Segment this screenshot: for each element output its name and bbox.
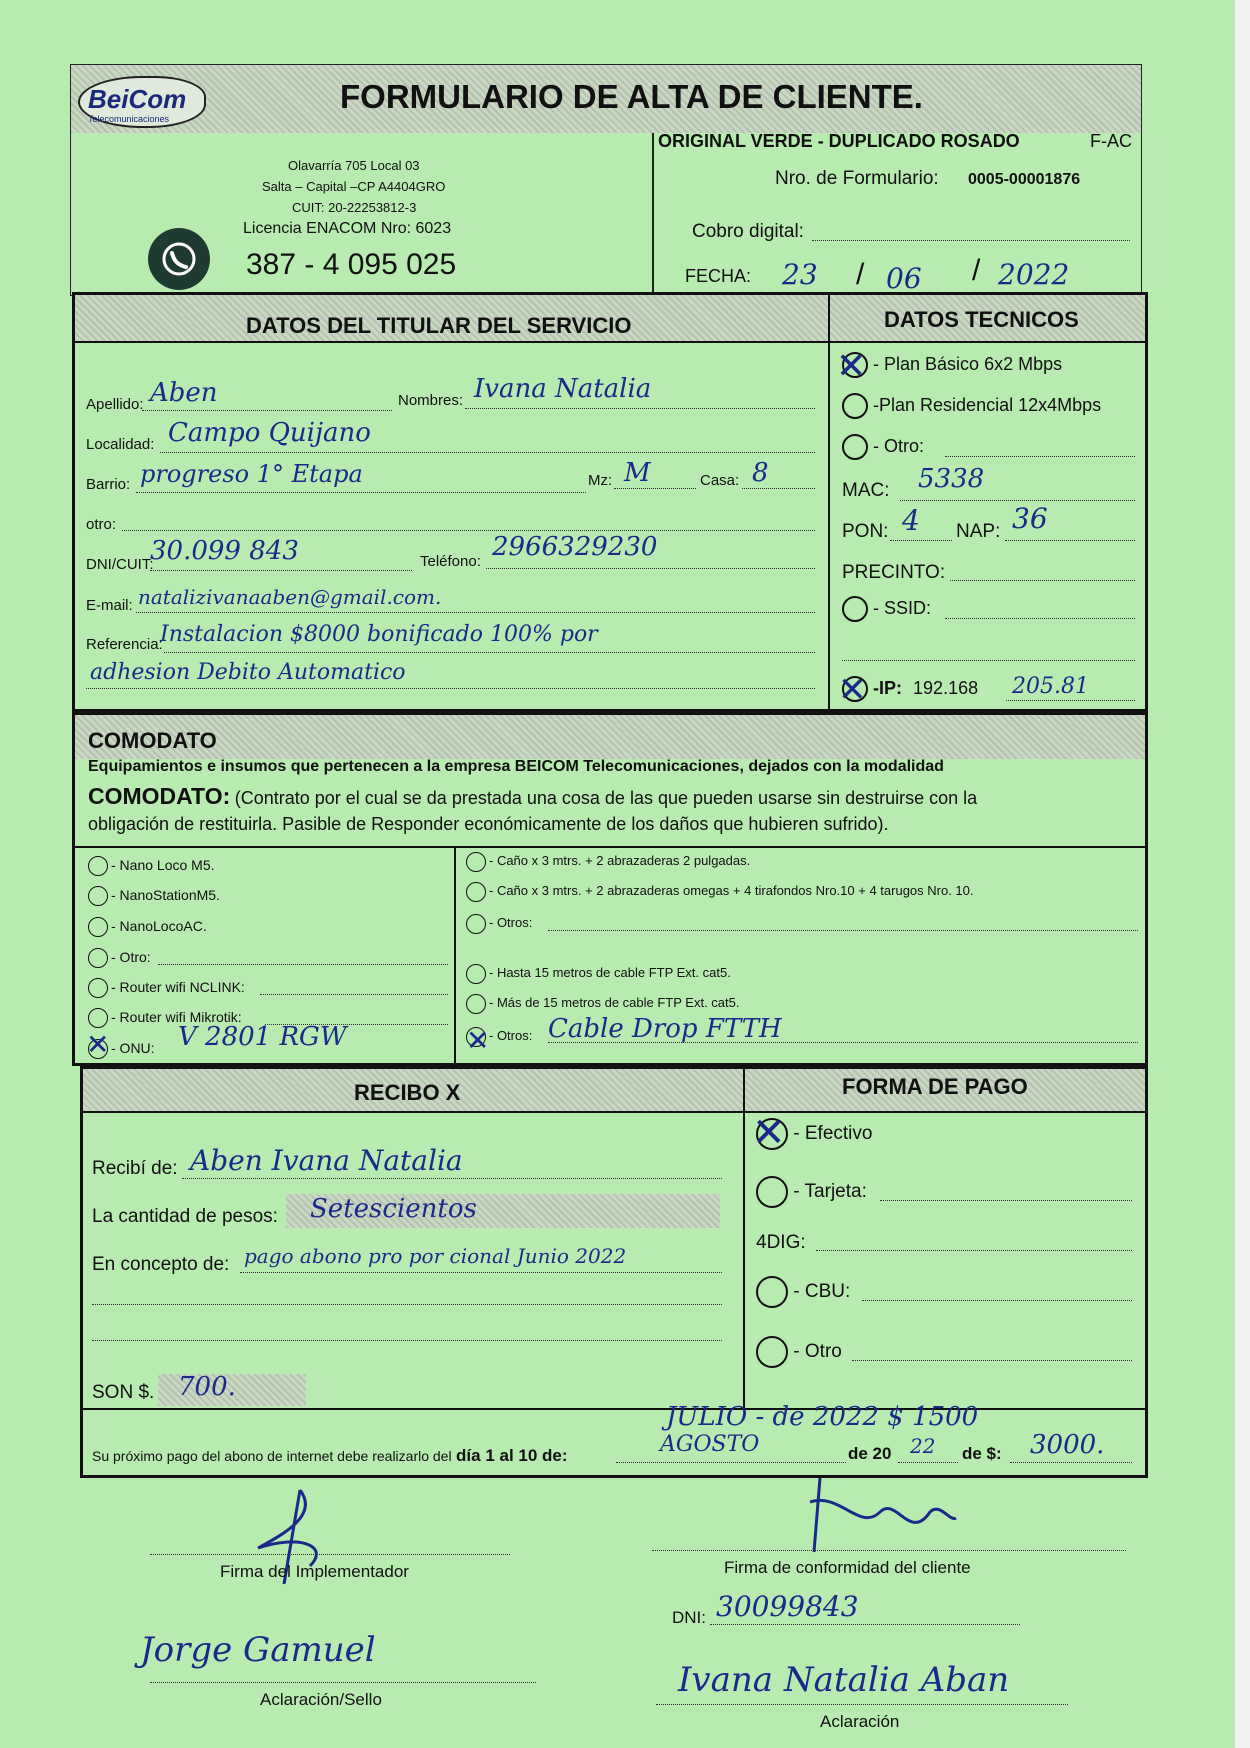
comodato-right-label: - Hasta 15 metros de cable FTP Ext. cat5. bbox=[489, 965, 731, 981]
comodato-left-label: - Nano Loco M5. bbox=[111, 856, 215, 873]
cuit: CUIT: 20-22253812-3 bbox=[292, 200, 417, 215]
comodato-right-item[interactable] bbox=[466, 994, 739, 1014]
mac-label: MAC: bbox=[842, 480, 890, 501]
comodato-left-label: - Router wifi NCLINK: bbox=[111, 978, 245, 995]
comodato-left-item[interactable] bbox=[88, 978, 245, 998]
plan-otro-radio[interactable] bbox=[842, 434, 868, 460]
comodato-left-item[interactable] bbox=[88, 886, 220, 906]
telefono-value: 2966329230 bbox=[492, 532, 658, 562]
ip-label: -IP: bbox=[873, 677, 903, 698]
logo bbox=[78, 76, 206, 128]
barrio-label: Barrio: bbox=[86, 476, 131, 493]
comodato-left-radio[interactable] bbox=[88, 886, 108, 906]
logo-text: BeiCom bbox=[88, 84, 187, 114]
tarjeta-field[interactable] bbox=[880, 1200, 1132, 1201]
comodato-right-radio[interactable] bbox=[466, 964, 486, 984]
referencia-label: Referencia: bbox=[86, 636, 163, 653]
de20-label: de 20 bbox=[848, 1444, 892, 1463]
mac-field[interactable] bbox=[900, 500, 1135, 501]
email-value: natalizivanaaben@gmail.com. bbox=[138, 585, 442, 609]
proximo-bold: día 1 al 10 de: bbox=[456, 1446, 568, 1465]
telefono-field[interactable] bbox=[486, 568, 815, 569]
otro-label: otro: bbox=[86, 516, 117, 533]
nombres-field[interactable] bbox=[465, 408, 815, 409]
comodato-rule bbox=[75, 846, 1145, 848]
localidad-label: Localidad: bbox=[86, 436, 155, 453]
ip-check-mark: ✕ bbox=[838, 670, 867, 710]
referencia-line1: Instalacion $8000 bonificado 100% por bbox=[160, 622, 598, 647]
nap-value: 36 bbox=[1012, 502, 1048, 535]
nap-label: NAP: bbox=[956, 521, 1001, 542]
dig4-label: 4DIG: bbox=[756, 1232, 806, 1253]
proximo-field[interactable] bbox=[616, 1462, 846, 1463]
comodato-right-radio[interactable] bbox=[466, 852, 486, 872]
localidad-value: Campo Quijano bbox=[168, 418, 371, 448]
comodato-intro: Equipamientos e insumos que pertenecen a la empresa BEICOM Telecomunicaciones, dejados con la modalidad bbox=[88, 758, 944, 775]
casa-field[interactable] bbox=[742, 488, 815, 489]
firma-dni-value: 30099843 bbox=[716, 1590, 859, 1623]
nro-formulario-label: Nro. de Formulario: bbox=[775, 168, 939, 189]
monto-label: de $: bbox=[962, 1444, 1002, 1463]
firma-dni-label: DNI: bbox=[672, 1608, 706, 1627]
concepto-field-3[interactable] bbox=[92, 1340, 722, 1341]
pon-field[interactable] bbox=[890, 540, 952, 541]
plan-otro-label: - Otro: bbox=[873, 435, 925, 456]
cliente-signature bbox=[800, 1472, 960, 1567]
titular-divider bbox=[828, 295, 830, 709]
ssid-option[interactable] bbox=[842, 596, 931, 622]
ssid-radio[interactable] bbox=[842, 596, 868, 622]
comodato-left-label: - Otro: bbox=[111, 948, 151, 965]
tecnicos-heading: DATOS TECNICOS bbox=[884, 307, 1079, 332]
comodato-right-radio[interactable] bbox=[466, 914, 486, 934]
proximo-extra-value: AGOSTO bbox=[660, 1432, 760, 1457]
onu-value: V 2801 RGW bbox=[178, 1022, 347, 1052]
comodato-left-radio[interactable] bbox=[88, 856, 108, 876]
nombres-label: Nombres: bbox=[398, 392, 464, 409]
de20-field[interactable] bbox=[898, 1462, 958, 1463]
barrio-value: progreso 1° Etapa bbox=[140, 460, 363, 488]
plan1-option[interactable] bbox=[842, 352, 1062, 378]
concepto-field[interactable] bbox=[240, 1272, 722, 1273]
comodato-left-label: - NanoStationM5. bbox=[111, 886, 220, 903]
comodato-fill-line[interactable] bbox=[158, 964, 448, 965]
comodato-left-item[interactable] bbox=[88, 856, 215, 876]
page-title: FORMULARIO DE ALTA DE CLIENTE. bbox=[340, 78, 923, 115]
monto-value: 3000. bbox=[1030, 1430, 1105, 1460]
comodato-right-label: - Caño x 3 mtrs. + 2 abrazaderas omegas + 4 tirafondos Nro.10 + 4 tarugos Nro. 10. bbox=[489, 883, 974, 899]
ssid-field[interactable] bbox=[945, 618, 1135, 619]
cobro-digital-label: Cobro digital: bbox=[692, 221, 804, 242]
fecha-day[interactable]: 23 bbox=[782, 258, 818, 291]
plan1-label: - Plan Básico 6x2 Mbps bbox=[873, 353, 1063, 374]
tecnicos-blank-field[interactable] bbox=[842, 660, 1135, 661]
comodato-term: COMODATO: bbox=[88, 783, 231, 809]
scan-edge bbox=[1235, 0, 1250, 1748]
pago-otro-label: - Otro bbox=[793, 1341, 842, 1363]
plan-otro-field[interactable] bbox=[945, 456, 1135, 457]
comodato-divider bbox=[454, 847, 456, 1063]
comodato-fill-line[interactable] bbox=[260, 994, 448, 995]
recibo-divider bbox=[743, 1069, 745, 1409]
mac-value: 5338 bbox=[918, 464, 985, 494]
header-divider bbox=[652, 133, 654, 296]
nombres-value: Ivana Natalia bbox=[474, 374, 652, 404]
casa-label: Casa: bbox=[700, 472, 740, 489]
dni-label: DNI/CUIT: bbox=[86, 556, 154, 573]
recibi-label: Recibí de: bbox=[92, 1158, 178, 1179]
proximo-text: Su próximo pago del abono de internet debe realizarlo del bbox=[92, 1448, 452, 1464]
email-label: E-mail: bbox=[86, 597, 133, 614]
pon-label: PON: bbox=[842, 521, 889, 542]
comodato-right-item[interactable] bbox=[466, 852, 750, 872]
mz-value: M bbox=[624, 458, 651, 488]
titular-heading: DATOS DEL TITULAR DEL SERVICIO bbox=[246, 313, 632, 338]
otros-check-mark: ✕ bbox=[466, 1024, 490, 1057]
recibo-bottom-rule bbox=[83, 1408, 1145, 1410]
otros-value: Cable Drop FTTH bbox=[548, 1014, 782, 1044]
aclaracion-sello-line bbox=[150, 1682, 536, 1683]
comodato-left-item[interactable] bbox=[88, 948, 151, 968]
address-line2: Salta – Capital –CP A4404GRO bbox=[262, 179, 446, 194]
fecha-slash1: / bbox=[856, 258, 865, 291]
comodato-right-radio[interactable] bbox=[466, 994, 486, 1014]
cbu-field[interactable] bbox=[862, 1300, 1132, 1301]
firma-dni-field[interactable] bbox=[710, 1624, 1020, 1625]
precinto-field[interactable] bbox=[950, 580, 1135, 581]
de20-value: 22 bbox=[910, 1434, 936, 1458]
son-label: SON $. bbox=[92, 1382, 155, 1403]
address-line1: Olavarría 705 Local 03 bbox=[288, 158, 420, 173]
ip-prefix: 192.168 bbox=[913, 677, 979, 698]
dni-field[interactable] bbox=[150, 570, 412, 571]
implementador-name: Jorge Gamuel bbox=[140, 1630, 376, 1670]
comodato-definition-2: obligación de restituirla. Pasible de Responder económicamente de los daños que hubieren sufrido). bbox=[88, 814, 889, 834]
proximo-label bbox=[92, 1446, 568, 1466]
logo-subtitle: Telecomunicaciones bbox=[88, 114, 170, 124]
comodato-left-label: - Router wifi Mikrotik: bbox=[111, 1008, 242, 1025]
plan2-option[interactable] bbox=[842, 393, 1101, 419]
cbu-label: - CBU: bbox=[793, 1281, 851, 1303]
barrio-field[interactable] bbox=[136, 492, 586, 493]
fecha-year[interactable]: 2022 bbox=[998, 258, 1070, 291]
conformidad-signature-line bbox=[652, 1550, 1126, 1551]
pon-value: 4 bbox=[902, 504, 920, 537]
comodato-header-bar bbox=[75, 715, 1145, 759]
comodato-left-label: - ONU: bbox=[111, 1039, 155, 1056]
comodato-left-radio[interactable] bbox=[88, 917, 108, 937]
aclaracion-sello-label: Aclaración/Sello bbox=[260, 1690, 382, 1709]
referencia-field-2[interactable] bbox=[86, 688, 815, 689]
comodato-left-label: - NanoLocoAC. bbox=[111, 917, 207, 934]
proximo-mes-value: JULIO - de 2022 $ 1500 bbox=[666, 1402, 979, 1432]
implementador-label: Firma del Implementador bbox=[220, 1562, 409, 1581]
fecha-label: FECHA: bbox=[685, 266, 752, 286]
comodato-heading: COMODATO bbox=[88, 728, 217, 753]
comodato-right-radio[interactable] bbox=[466, 882, 486, 902]
pago-otro-field[interactable] bbox=[852, 1360, 1132, 1361]
comodato-right-item[interactable] bbox=[466, 914, 532, 934]
nap-field[interactable] bbox=[1005, 540, 1135, 541]
otro-field[interactable] bbox=[122, 530, 815, 531]
plan1-check-mark: ✕ bbox=[836, 346, 867, 387]
comodato-definition-1: (Contrato por el cual se da prestada una cosa de las que pueden usarse sin destruirse con la bbox=[234, 788, 978, 808]
comodato-fill-line[interactable] bbox=[548, 930, 1138, 931]
telefono-label: Teléfono: bbox=[420, 553, 481, 570]
cbu-option[interactable] bbox=[756, 1276, 850, 1308]
concepto-value: pago abono pro por cional Junio 2022 bbox=[244, 1244, 627, 1268]
cantidad-label: La cantidad de pesos: bbox=[92, 1206, 278, 1227]
copy-note: ORIGINAL VERDE - DUPLICADO ROSADO bbox=[658, 131, 1020, 151]
nro-formulario-value: 0005-00001876 bbox=[968, 171, 1081, 188]
plan2-label: -Plan Residencial 12x4Mbps bbox=[873, 394, 1102, 415]
tarjeta-radio[interactable] bbox=[756, 1176, 788, 1208]
implementador-signature-line bbox=[150, 1554, 510, 1555]
comodato-right-label: - Más de 15 metros de cable FTP Ext. cat5. bbox=[489, 995, 740, 1011]
cbu-radio[interactable] bbox=[756, 1276, 788, 1308]
aclaracion-line bbox=[656, 1704, 1068, 1705]
comodato-left-radio[interactable] bbox=[88, 1008, 108, 1028]
comodato-right-item[interactable] bbox=[466, 882, 974, 902]
fecha-month[interactable]: 06 bbox=[886, 262, 922, 295]
plan-otro-option[interactable] bbox=[842, 434, 924, 460]
aclaracion-label: Aclaración bbox=[820, 1712, 900, 1731]
ip-field[interactable] bbox=[1006, 700, 1135, 701]
apellido-field[interactable] bbox=[142, 410, 392, 411]
son-value: 700. bbox=[178, 1372, 236, 1402]
localidad-field[interactable] bbox=[160, 452, 815, 453]
onu-check-mark: ✕ bbox=[86, 1028, 110, 1061]
phone-number: 387 - 4 095 025 bbox=[246, 248, 457, 281]
comodato-left-radio[interactable] bbox=[88, 948, 108, 968]
recibo-heading: RECIBO X bbox=[354, 1080, 461, 1105]
plan2-radio[interactable] bbox=[842, 393, 868, 419]
comodato-left-item[interactable] bbox=[88, 917, 207, 937]
ip-suffix: 205.81 bbox=[1012, 674, 1089, 699]
mz-field[interactable] bbox=[614, 488, 696, 489]
conformidad-label: Firma de conformidad del cliente bbox=[724, 1558, 971, 1577]
dig4-field[interactable] bbox=[816, 1250, 1132, 1251]
referencia-line2: adhesion Debito Automatico bbox=[90, 660, 406, 685]
concepto-label: En concepto de: bbox=[92, 1254, 230, 1275]
pago-otro-radio[interactable] bbox=[756, 1336, 788, 1368]
comodato-right-label: - Otros: bbox=[489, 915, 533, 931]
apellido-label: Apellido: bbox=[86, 396, 144, 413]
email-field[interactable] bbox=[136, 612, 815, 613]
cantidad-value: Setescientos bbox=[310, 1194, 477, 1224]
efectivo-check-mark: ✕ bbox=[752, 1110, 786, 1156]
monto-field[interactable] bbox=[1010, 1462, 1132, 1463]
pago-otro-option[interactable] bbox=[756, 1336, 842, 1368]
comodato-right-item[interactable] bbox=[466, 964, 731, 984]
concepto-field-2[interactable] bbox=[92, 1304, 722, 1305]
comodato-left-radio[interactable] bbox=[88, 978, 108, 998]
dni-value: 30.099 843 bbox=[150, 536, 299, 566]
comodato-definition bbox=[88, 784, 1138, 838]
recibi-field[interactable] bbox=[182, 1178, 722, 1179]
casa-value: 8 bbox=[752, 458, 769, 488]
comodato-right-label: - Otros: bbox=[489, 1028, 533, 1044]
ssid-label: - SSID: bbox=[873, 597, 932, 618]
whatsapp-icon bbox=[148, 228, 210, 290]
precinto-label: PRECINTO: bbox=[842, 562, 946, 583]
tarjeta-option[interactable] bbox=[756, 1176, 867, 1208]
cliente-name: Ivana Natalia Aban bbox=[678, 1660, 1010, 1700]
mz-label: Mz: bbox=[588, 472, 613, 489]
form-code: F-AC bbox=[1090, 131, 1132, 151]
comodato-right-label: - Caño x 3 mtrs. + 2 abrazaderas 2 pulgadas. bbox=[489, 853, 751, 869]
tarjeta-label: - Tarjeta: bbox=[793, 1181, 867, 1203]
fecha-slash2: / bbox=[972, 254, 981, 287]
apellido-value: Aben bbox=[150, 378, 218, 408]
recibi-value: Aben Ivana Natalia bbox=[190, 1144, 463, 1177]
pago-heading: FORMA DE PAGO bbox=[842, 1074, 1028, 1099]
licencia: Licencia ENACOM Nro: 6023 bbox=[243, 220, 452, 237]
referencia-field[interactable] bbox=[164, 652, 815, 653]
efectivo-label: - Efectivo bbox=[793, 1123, 873, 1145]
cobro-digital-field[interactable] bbox=[812, 240, 1130, 241]
